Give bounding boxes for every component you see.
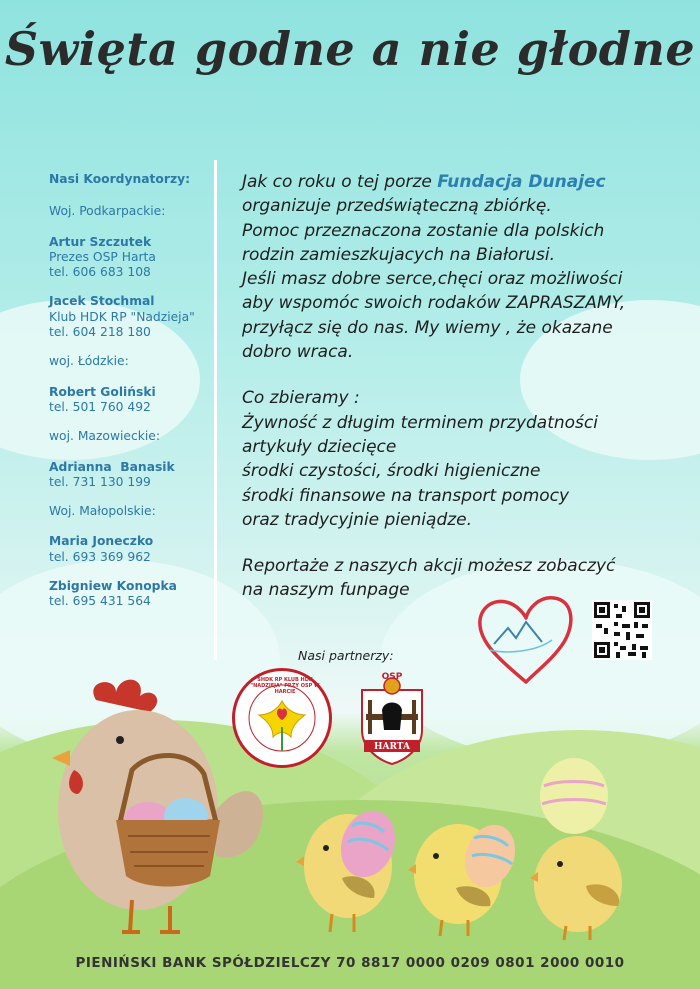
intro-line: rodzin zamieszkujacych na Białorusi. — [242, 244, 555, 265]
partner-logo-osp-bottom: HARTA — [374, 742, 410, 752]
reportage-line: Reportaże z naszych akcji możesz zobaczyć — [242, 556, 616, 577]
intro-line — [242, 170, 682, 194]
contact-card — [49, 235, 214, 281]
bank-account-footer: PIENIŃSKI BANK SPÓŁDZIELCZY 70 8817 0000 0209 0801 2000 0010 — [75, 955, 625, 971]
contact-name: Adrianna Banasik — [49, 459, 175, 474]
collect-line: oraz tradycyjnie pieniądze. — [242, 509, 473, 530]
contact-name: Artur Szczutek — [49, 234, 152, 249]
main-text — [242, 170, 682, 603]
foundation-name: Fundacja Dunajec — [437, 172, 606, 192]
heart-logo — [476, 592, 576, 688]
contact-role: Klub HDK RP "Nadzieja" — [49, 309, 195, 324]
contact-role: Prezes OSP Harta — [49, 249, 156, 264]
contact-name: Robert Goliński — [49, 384, 156, 399]
contact-card — [49, 385, 214, 416]
chick-illustration — [296, 786, 406, 936]
chick-illustration — [526, 756, 646, 941]
region-label: Woj. Małopolskie: — [49, 504, 156, 519]
partners-label: Nasi partnerzy: — [298, 648, 394, 663]
collect-line: Żywność z długim terminem przydatności — [242, 412, 598, 433]
coordinators-header: Nasi Koordynatorzy: — [49, 172, 191, 186]
partner-logo-osp — [356, 670, 428, 770]
reportage-line: na naszym funpage — [242, 580, 410, 601]
page-title: Święta godne a nie głodne — [4, 22, 696, 76]
collect-line: środki czystości, środki higieniczne — [242, 461, 541, 482]
contact-name: Jacek Stochmal — [49, 294, 155, 309]
contact-name: Maria Joneczko — [49, 534, 154, 549]
qr-code[interactable] — [592, 600, 652, 660]
collect-line: artykuły dziecięce — [242, 436, 397, 457]
collect-block — [242, 386, 682, 532]
region-label: Woj. Podkarpackie: — [49, 204, 166, 219]
intro-block — [242, 170, 682, 364]
partner-logo-osp-top: OSP — [381, 672, 403, 682]
contact-phone: tel. 606 683 108 — [49, 265, 151, 280]
collect-title: Co zbieramy : — [242, 388, 360, 409]
contact-card — [49, 460, 214, 491]
contact-card — [49, 534, 214, 565]
collect-line: środki finansowe na transport pomocy — [242, 485, 570, 506]
intro-line: aby wspomóc swoich rodaków ZAPRASZAMY, — [242, 293, 626, 314]
partner-logo-hdk-text: SHDK RP KLUB HDK "NADZIEJA" PRZY OSP W HARCIE — [250, 677, 320, 695]
intro-line: Pomoc przeznaczona zostanie dla polskich — [242, 220, 605, 241]
intro-prefix: Jak co roku o tej porze — [242, 172, 438, 192]
contact-card — [49, 579, 214, 610]
vertical-divider — [214, 160, 217, 660]
contact-phone: tel. 695 431 564 — [49, 594, 151, 609]
intro-line: dobro wraca. — [242, 342, 354, 363]
region-label: woj. Mazowieckie: — [49, 429, 160, 444]
contact-phone: tel. 604 218 180 — [49, 325, 151, 340]
contact-card — [49, 294, 214, 340]
contact-phone: tel. 693 369 962 — [49, 549, 151, 564]
coordinators-sidebar — [49, 172, 214, 624]
hen-illustration — [40, 670, 290, 940]
intro-line: Jeśli masz dobre serce,chęci oraz możliwości — [242, 269, 623, 290]
region-label: woj. Łódzkie: — [49, 354, 129, 369]
contact-name: Zbigniew Konopka — [49, 579, 177, 594]
reportage-block — [242, 554, 682, 603]
intro-line: przyłącz się do nas. My wiemy , że okazane — [242, 317, 613, 338]
chick-illustration — [408, 794, 523, 939]
intro-line: organizuje przedświąteczną zbiórkę. — [242, 196, 552, 217]
contact-phone: tel. 731 130 199 — [49, 474, 151, 489]
contact-phone: tel. 501 760 492 — [49, 399, 151, 414]
